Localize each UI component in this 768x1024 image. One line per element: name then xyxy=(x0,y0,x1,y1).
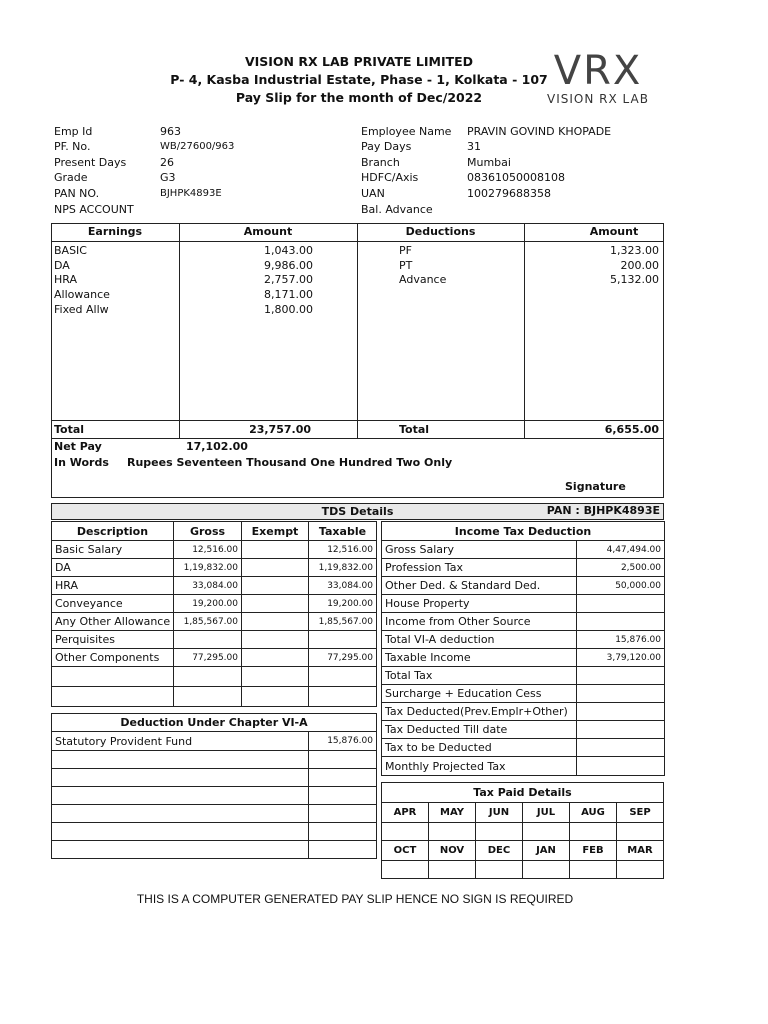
tds-exempt xyxy=(242,667,309,687)
income-amount xyxy=(577,721,665,739)
month-label: DEC xyxy=(476,841,523,861)
tds-exempt xyxy=(242,577,309,595)
bal-advance-label: Bal. Advance xyxy=(361,203,433,216)
income-amount xyxy=(577,703,665,721)
month-label: MAR xyxy=(617,841,664,861)
income-desc: Taxable Income xyxy=(382,649,577,667)
footer-note: THIS IS A COMPUTER GENERATED PAY SLIP HENCE NO SIGN IS REQUIRED xyxy=(136,892,574,906)
tds-taxable: 19,200.00 xyxy=(309,595,377,613)
month-label: JUN xyxy=(476,803,523,823)
chapter-desc: Statutory Provident Fund xyxy=(52,732,309,751)
table-row xyxy=(52,687,377,707)
earning-amount: 8,171.00 xyxy=(264,288,313,301)
tds-taxable: 1,19,832.00 xyxy=(309,559,377,577)
deductions-header: Deductions xyxy=(405,225,476,238)
income-amount: 3,79,120.00 xyxy=(577,649,665,667)
tds-gross xyxy=(174,667,242,687)
tds-gross: 1,19,832.00 xyxy=(174,559,242,577)
in-words-value: Rupees Seventeen Thousand One Hundred Two Only xyxy=(127,456,453,469)
month-label: SEP xyxy=(617,803,664,823)
income-desc: Income from Other Source xyxy=(382,613,577,631)
table-row xyxy=(382,613,665,631)
pf-no-value: WB/27600/963 xyxy=(160,141,235,152)
tds-taxable xyxy=(309,631,377,649)
deduction-label: PT xyxy=(399,259,413,272)
present-days-value: 26 xyxy=(160,156,174,169)
pf-no-label: PF. No. xyxy=(54,140,91,153)
income-amount xyxy=(577,613,665,631)
pay-days-value: 31 xyxy=(467,140,481,153)
month-value-cell xyxy=(429,823,476,841)
tds-taxable: 12,516.00 xyxy=(309,541,377,559)
tds-col-gross: Gross xyxy=(174,522,242,541)
tds-gross: 1,85,567.00 xyxy=(174,613,242,631)
income-desc: Tax Deducted Till date xyxy=(382,721,577,739)
net-pay-label: Net Pay xyxy=(54,440,102,453)
tds-taxable: 1,85,567.00 xyxy=(309,613,377,631)
tds-desc: Any Other Allowance xyxy=(52,613,174,631)
table-row xyxy=(382,721,665,739)
employee-name-label: Employee Name xyxy=(361,125,452,138)
total-earnings-value: 23,757.00 xyxy=(249,423,311,436)
tds-exempt xyxy=(242,595,309,613)
pay-days-label: Pay Days xyxy=(361,140,412,153)
signature-label: Signature xyxy=(565,480,626,493)
table-row xyxy=(382,631,665,649)
income-amount: 50,000.00 xyxy=(577,577,665,595)
chapter-desc xyxy=(52,841,309,859)
logo-text: VISION RX LAB xyxy=(547,92,649,106)
month-label: JUL xyxy=(523,803,570,823)
chapter-desc xyxy=(52,805,309,823)
chapter-desc xyxy=(52,787,309,805)
deduction-amount: 1,323.00 xyxy=(610,244,659,257)
tds-desc: Perquisites xyxy=(52,631,174,649)
earning-amount: 2,757.00 xyxy=(264,273,313,286)
income-amount xyxy=(577,739,665,757)
income-desc: House Property xyxy=(382,595,577,613)
tds-desc: Other Components xyxy=(52,649,174,667)
branch-label: Branch xyxy=(361,156,400,169)
chapter-amount xyxy=(309,823,377,841)
income-desc: Total Tax xyxy=(382,667,577,685)
tds-gross xyxy=(174,687,242,707)
table-row xyxy=(382,649,665,667)
income-tax-title: Income Tax Deduction xyxy=(382,522,665,541)
earnings-header: Earnings xyxy=(87,225,143,238)
month-label: OCT xyxy=(382,841,429,861)
income-amount xyxy=(577,757,665,776)
income-desc: Tax Deducted(Prev.Emplr+Other) xyxy=(382,703,577,721)
table-row xyxy=(382,841,664,861)
income-desc: Total VI-A deduction xyxy=(382,631,577,649)
tds-exempt xyxy=(242,631,309,649)
chapter-amount xyxy=(309,751,377,769)
month-value-cell xyxy=(429,861,476,879)
bank-label: HDFC/Axis xyxy=(361,171,419,184)
uan-label: UAN xyxy=(361,187,385,200)
income-desc: Other Ded. & Standard Ded. xyxy=(382,577,577,595)
tds-taxable xyxy=(309,687,377,707)
table-row xyxy=(382,685,665,703)
month-value-cell xyxy=(570,823,617,841)
earnings-amount-header: Amount xyxy=(243,225,293,238)
month-label: NOV xyxy=(429,841,476,861)
tax-paid-table xyxy=(381,782,664,879)
earning-label: HRA xyxy=(54,273,77,286)
income-amount: 15,876.00 xyxy=(577,631,665,649)
month-value-cell xyxy=(617,861,664,879)
earning-label: BASIC xyxy=(54,244,87,257)
table-row xyxy=(52,631,377,649)
tds-desc: Basic Salary xyxy=(52,541,174,559)
table-row xyxy=(52,649,377,667)
tds-gross: 19,200.00 xyxy=(174,595,242,613)
tds-desc xyxy=(52,687,174,707)
tds-gross xyxy=(174,631,242,649)
table-row xyxy=(52,751,377,769)
table-row xyxy=(52,667,377,687)
tds-exempt xyxy=(242,541,309,559)
tds-gross: 33,084.00 xyxy=(174,577,242,595)
table-row xyxy=(52,787,377,805)
month-value-cell xyxy=(476,861,523,879)
month-value-cell xyxy=(523,861,570,879)
table-row xyxy=(382,667,665,685)
company-name: VISION RX LAB PRIVATE LIMITED xyxy=(244,54,474,69)
tds-gross: 77,295.00 xyxy=(174,649,242,667)
income-amount xyxy=(577,595,665,613)
income-amount: 2,500.00 xyxy=(577,559,665,577)
income-desc: Surcharge + Education Cess xyxy=(382,685,577,703)
tds-exempt xyxy=(242,559,309,577)
table-row xyxy=(382,541,665,559)
table-row xyxy=(382,803,664,823)
emp-id-label: Emp Id xyxy=(54,125,93,138)
chapter-desc xyxy=(52,769,309,787)
deduction-amount: 5,132.00 xyxy=(610,273,659,286)
pan-label: PAN NO. xyxy=(54,187,100,200)
month-value-cell xyxy=(570,861,617,879)
tds-gross: 12,516.00 xyxy=(174,541,242,559)
total-earnings-label: Total xyxy=(54,423,85,436)
table-row xyxy=(382,595,665,613)
earning-label: Fixed Allw xyxy=(54,303,109,316)
net-pay-value: 17,102.00 xyxy=(186,440,248,453)
salary-total-divider-bottom xyxy=(51,438,664,439)
chapter-via-table xyxy=(51,713,377,859)
deductions-amount-header: Amount xyxy=(589,225,639,238)
tds-desc: Conveyance xyxy=(52,595,174,613)
table-row xyxy=(52,595,377,613)
table-row xyxy=(52,577,377,595)
table-row xyxy=(52,559,377,577)
month-value-cell xyxy=(382,861,429,879)
month-label: AUG xyxy=(570,803,617,823)
tds-col-description: Description xyxy=(52,522,174,541)
month-label: MAY xyxy=(429,803,476,823)
tds-exempt xyxy=(242,613,309,631)
table-row xyxy=(52,841,377,859)
tax-paid-title: Tax Paid Details xyxy=(382,783,664,803)
chapter-amount xyxy=(309,787,377,805)
month-value-cell xyxy=(617,823,664,841)
uan-value: 100279688358 xyxy=(467,187,551,200)
month-label: JAN xyxy=(523,841,570,861)
chapter-amount: 15,876.00 xyxy=(309,732,377,751)
income-amount: 4,47,494.00 xyxy=(577,541,665,559)
income-amount xyxy=(577,667,665,685)
chapter-desc xyxy=(52,751,309,769)
table-row xyxy=(382,739,665,757)
tds-exempt xyxy=(242,649,309,667)
month-value-cell xyxy=(382,823,429,841)
pan-value: BJHPK4893E xyxy=(160,188,222,199)
chapter-amount xyxy=(309,805,377,823)
company-logo xyxy=(534,48,664,110)
tds-desc xyxy=(52,667,174,687)
earning-amount: 1,800.00 xyxy=(264,303,313,316)
total-deductions-label: Total xyxy=(399,423,430,436)
income-desc: Gross Salary xyxy=(382,541,577,559)
month-value-cell xyxy=(476,823,523,841)
chapter-via-title: Deduction Under Chapter VI-A xyxy=(52,714,377,732)
table-row xyxy=(382,757,665,776)
branch-value: Mumbai xyxy=(467,156,511,169)
tds-taxable: 77,295.00 xyxy=(309,649,377,667)
income-tax-table xyxy=(381,521,665,776)
tds-desc: HRA xyxy=(52,577,174,595)
tds-col-taxable: Taxable xyxy=(309,522,377,541)
tds-exempt xyxy=(242,687,309,707)
table-row xyxy=(382,823,664,841)
present-days-label: Present Days xyxy=(54,156,127,169)
deduction-amount: 200.00 xyxy=(620,259,659,272)
earning-amount: 1,043.00 xyxy=(264,244,313,257)
table-row xyxy=(382,559,665,577)
deduction-label: Advance xyxy=(399,273,447,286)
tds-taxable xyxy=(309,667,377,687)
income-desc: Tax to be Deducted xyxy=(382,739,577,757)
in-words-label: In Words xyxy=(54,456,109,469)
month-label: FEB xyxy=(570,841,617,861)
tds-desc: DA xyxy=(52,559,174,577)
nps-label: NPS ACCOUNT xyxy=(54,203,134,216)
tds-pan: PAN : BJHPK4893E xyxy=(546,504,660,517)
table-row xyxy=(52,732,377,751)
table-row xyxy=(382,577,665,595)
month-value-cell xyxy=(523,823,570,841)
deduction-label: PF xyxy=(399,244,412,257)
total-deductions-value: 6,655.00 xyxy=(604,423,659,436)
table-row xyxy=(52,541,377,559)
payslip-title: Pay Slip for the month of Dec/2022 xyxy=(235,90,483,105)
chapter-desc xyxy=(52,823,309,841)
salary-col-divider xyxy=(357,223,358,438)
grade-value: G3 xyxy=(160,171,176,184)
emp-id-value: 963 xyxy=(160,125,181,138)
earning-amount: 9,986.00 xyxy=(264,259,313,272)
earning-label: Allowance xyxy=(54,288,110,301)
income-amount xyxy=(577,685,665,703)
bank-account-value: 08361050008108 xyxy=(467,171,565,184)
employee-name-value: PRAVIN GOVIND KHOPADE xyxy=(467,125,612,138)
grade-label: Grade xyxy=(54,171,88,184)
tds-components-table xyxy=(51,521,377,707)
table-row xyxy=(52,769,377,787)
tds-taxable: 33,084.00 xyxy=(309,577,377,595)
table-row xyxy=(52,805,377,823)
company-address: P- 4, Kasba Industrial Estate, Phase - 1, Kolkata - 107 xyxy=(170,72,548,87)
earning-label: DA xyxy=(54,259,70,272)
income-desc: Profession Tax xyxy=(382,559,577,577)
table-row xyxy=(382,861,664,879)
table-row xyxy=(382,703,665,721)
tds-title: TDS Details xyxy=(321,505,394,518)
month-label: APR xyxy=(382,803,429,823)
logo-mark: VRX xyxy=(553,48,643,94)
table-row xyxy=(52,613,377,631)
chapter-amount xyxy=(309,769,377,787)
table-row xyxy=(52,823,377,841)
chapter-amount xyxy=(309,841,377,859)
income-desc: Monthly Projected Tax xyxy=(382,757,577,776)
tds-col-exempt: Exempt xyxy=(242,522,309,541)
